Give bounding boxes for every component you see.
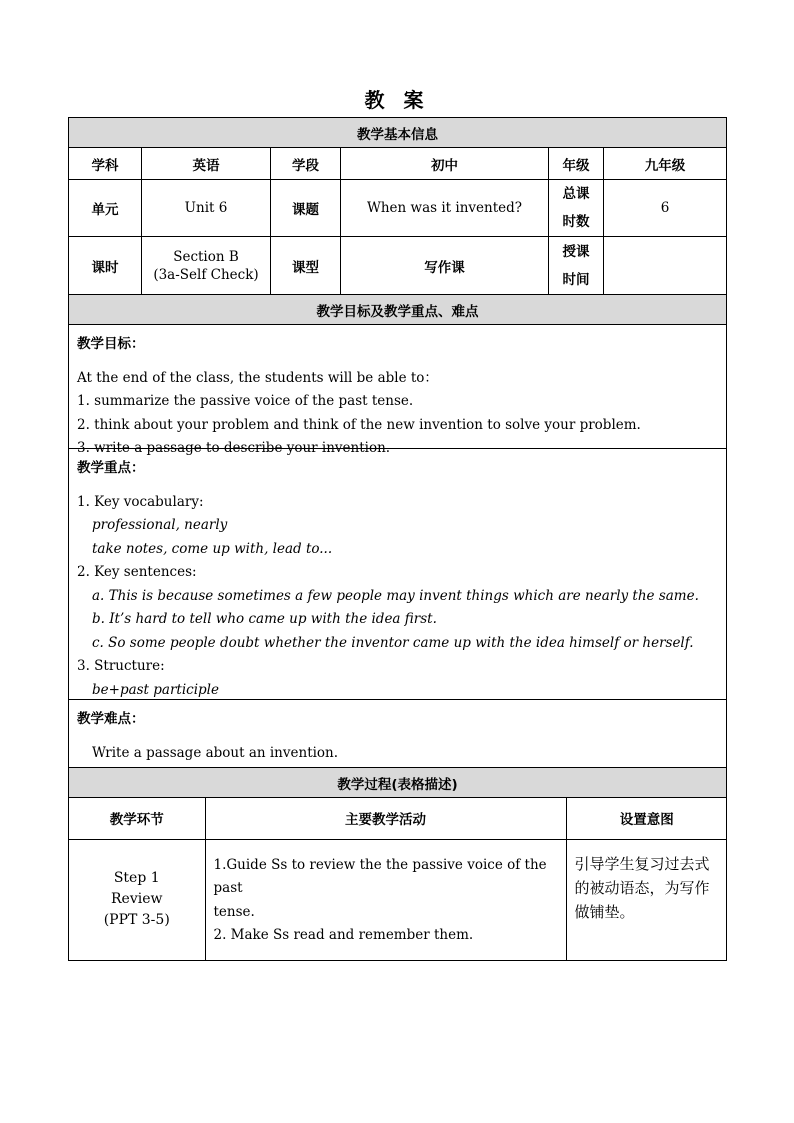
objectives-heading: 教学目标： — [77, 336, 145, 352]
process-table — [69, 798, 727, 960]
process-column-headers — [69, 798, 727, 839]
key-sentence: a. This is because sometimes a few people may invent things which are nearly the same. — [92, 587, 699, 604]
intent-line: 做铺垫。 — [574, 902, 635, 921]
objectives-cell — [69, 325, 727, 456]
structure-value: be+past participle — [92, 681, 219, 698]
process-columns-cell — [69, 798, 727, 961]
teaching-time-value — [604, 237, 727, 295]
activity-cell — [205, 839, 566, 960]
page-title: 教 案 — [364, 88, 430, 112]
unit-label: 单元 — [69, 180, 142, 237]
teaching-time-label-line2: 时间 — [562, 271, 590, 288]
step-cell — [69, 839, 205, 960]
subject-label: 学科 — [69, 148, 142, 180]
grade-label: 年级 — [549, 148, 604, 180]
subject-value: 英语 — [142, 148, 271, 180]
key-points-cell — [69, 449, 727, 700]
topic-value: When was it invented? — [341, 180, 549, 237]
period-row — [69, 237, 727, 295]
objective-line: 3. write a passage to describe your invention. — [77, 440, 391, 456]
key-vocabulary-item: take notes, come up with, lead to... — [92, 540, 333, 557]
process-columns-row — [69, 798, 727, 961]
intent-line: 引导学生复习过去式 — [574, 854, 710, 873]
topic-label: 课题 — [271, 180, 341, 237]
difficult-points-text: Write a passage about an invention. — [92, 744, 339, 761]
intent-cell — [566, 839, 727, 960]
total-periods-value: 6 — [604, 180, 727, 237]
basic-info-header: 教学基本信息 — [69, 118, 727, 148]
key-vocabulary-label: 1. Key vocabulary: — [77, 493, 204, 510]
activity-line: 2. Make Ss read and remember them. — [213, 927, 474, 943]
activity-line: tense. — [213, 903, 255, 920]
difficult-points-cell — [69, 700, 727, 768]
difficult-points-row — [69, 700, 727, 768]
total-periods-label-line1: 总课 — [562, 186, 590, 202]
objectives-section-header: 教学目标及教学重点、难点 — [69, 295, 727, 325]
step-column-header: 教学环节 — [69, 798, 205, 839]
key-points-row — [69, 449, 727, 700]
period-value — [142, 237, 271, 295]
stage-value: 初中 — [341, 148, 549, 180]
grade-value: 九年级 — [604, 148, 727, 180]
objective-line: At the end of the class, the students will be able to： — [77, 369, 438, 386]
type-label: 课型 — [271, 237, 341, 295]
process-header-row — [69, 768, 727, 798]
activity-column-header: 主要教学活动 — [205, 798, 566, 839]
subject-row — [69, 148, 727, 180]
unit-value: Unit 6 — [142, 180, 271, 237]
period-value-line2: (3a-Self Check) — [153, 266, 259, 283]
objective-line: 2. think about your problem and think of the new invention to solve your problem. — [77, 416, 641, 433]
total-periods-label — [549, 180, 604, 237]
process-section-header: 教学过程(表格描述) — [69, 768, 727, 798]
objectives-row — [69, 325, 727, 449]
key-vocabulary-item: professional, nearly — [92, 517, 228, 533]
key-sentence: b. It’s hard to tell who came up with the idea first. — [92, 611, 437, 627]
intent-column-header: 设置意图 — [566, 798, 727, 839]
stage-label: 学段 — [271, 148, 341, 180]
process-step-row — [69, 839, 727, 960]
total-periods-label-line2: 时数 — [562, 214, 590, 230]
basic-info-header-row — [69, 118, 727, 148]
key-sentences-label: 2. Key sentences: — [77, 564, 197, 580]
objective-line: 1. summarize the passive voice of the past tense. — [77, 393, 414, 409]
unit-row — [69, 180, 727, 237]
activity-line: 1.Guide Ss to review the the passive voice of the past — [213, 856, 547, 896]
lesson-plan-table — [68, 117, 727, 961]
teaching-time-label — [549, 237, 604, 295]
intent-line: 的被动语态，为写作 — [574, 878, 710, 897]
difficult-points-heading: 教学难点： — [77, 711, 145, 727]
teaching-time-label-line1: 授课 — [562, 243, 590, 260]
period-label: 课时 — [69, 237, 142, 295]
key-points-heading: 教学重点： — [77, 460, 145, 476]
type-value: 写作课 — [341, 237, 549, 295]
step-number: Step 1 — [113, 870, 160, 886]
period-value-line1: Section B — [173, 248, 239, 265]
objectives-header-row — [69, 295, 727, 325]
step-slides: (PPT 3-5) — [103, 912, 170, 928]
key-sentence: c. So some people doubt whether the inventor came up with the idea himself or herself. — [92, 634, 694, 651]
step-name: Review — [111, 891, 163, 907]
structure-label: 3. Structure: — [77, 658, 165, 674]
